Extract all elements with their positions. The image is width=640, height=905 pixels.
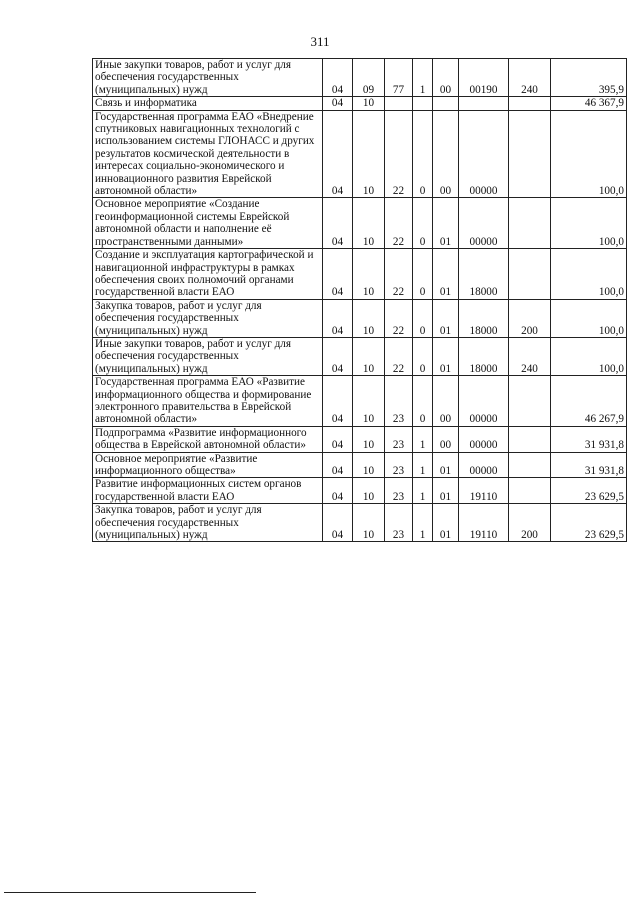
event-code: 01: [433, 478, 459, 504]
subsection-code: 10: [353, 299, 385, 337]
event-code: 01: [433, 249, 459, 300]
direction-code: 18000: [459, 299, 509, 337]
amount: 395,9: [551, 59, 627, 97]
expense-type-code: 240: [509, 59, 551, 97]
subsection-code: 10: [353, 249, 385, 300]
row-name: Развитие информационных систем органов государственной власти ЕАО: [93, 478, 323, 504]
program-code: 23: [385, 504, 413, 542]
program-code: 23: [385, 426, 413, 452]
subsection-code: 10: [353, 198, 385, 249]
program-code: 77: [385, 59, 413, 97]
expense-type-code: 200: [509, 504, 551, 542]
amount: 23 629,5: [551, 478, 627, 504]
expense-type-code: [509, 97, 551, 110]
section-code: 04: [323, 426, 353, 452]
table-row: [93, 504, 627, 542]
event-code: 00: [433, 59, 459, 97]
section-code: 04: [323, 376, 353, 427]
table-row: [93, 337, 627, 375]
subsection-code: 09: [353, 59, 385, 97]
section-code: 04: [323, 198, 353, 249]
program-code: 23: [385, 376, 413, 427]
row-name: Основное мероприятие «Создание геоинформационной системы Еврейской автономной области и наполнение её пространственными данными»: [93, 198, 323, 249]
event-code: 01: [433, 504, 459, 542]
amount: 100,0: [551, 110, 627, 198]
budget-table: [92, 58, 627, 542]
expense-type-code: [509, 452, 551, 478]
table-row: [93, 249, 627, 300]
direction-code: 18000: [459, 249, 509, 300]
amount: 100,0: [551, 249, 627, 300]
amount: 46 267,9: [551, 376, 627, 427]
direction-code: 18000: [459, 337, 509, 375]
table-row: [93, 110, 627, 198]
amount: 23 629,5: [551, 504, 627, 542]
row-name: Создание и эксплуатация картографической и навигационной инфраструктуры в рамках обеспечения своих полномочий органами государственной власти ЕАО: [93, 249, 323, 300]
subsection-code: 10: [353, 110, 385, 198]
table-row: [93, 452, 627, 478]
event-code: 00: [433, 110, 459, 198]
subsection-code: 10: [353, 504, 385, 542]
footnote-separator: [4, 892, 256, 893]
subsection-code: 10: [353, 426, 385, 452]
subprogram-code: 0: [413, 337, 433, 375]
program-code: 23: [385, 478, 413, 504]
row-name: Иные закупки товаров, работ и услуг для обеспечения государственных (муниципальных) нужд: [93, 59, 323, 97]
table-row: [93, 478, 627, 504]
amount: 31 931,8: [551, 426, 627, 452]
direction-code: 00000: [459, 110, 509, 198]
subprogram-code: 1: [413, 59, 433, 97]
table-row: [93, 198, 627, 249]
expense-type-code: [509, 110, 551, 198]
row-name: Подпрограмма «Развитие информационного общества в Еврейской автономной области»: [93, 426, 323, 452]
row-name: Иные закупки товаров, работ и услуг для обеспечения государственных (муниципальных) нужд: [93, 337, 323, 375]
table-row: [93, 376, 627, 427]
subsection-code: 10: [353, 376, 385, 427]
program-code: [385, 97, 413, 110]
amount: 46 367,9: [551, 97, 627, 110]
event-code: 01: [433, 337, 459, 375]
expense-type-code: [509, 198, 551, 249]
amount: 100,0: [551, 299, 627, 337]
direction-code: 00000: [459, 452, 509, 478]
program-code: 22: [385, 299, 413, 337]
program-code: 22: [385, 110, 413, 198]
direction-code: 19110: [459, 504, 509, 542]
table-row: [93, 97, 627, 110]
amount: 31 931,8: [551, 452, 627, 478]
section-code: 04: [323, 97, 353, 110]
section-code: 04: [323, 337, 353, 375]
section-code: 04: [323, 452, 353, 478]
direction-code: [459, 97, 509, 110]
direction-code: 00000: [459, 198, 509, 249]
expense-type-code: [509, 376, 551, 427]
section-code: 04: [323, 478, 353, 504]
section-code: 04: [323, 59, 353, 97]
subsection-code: 10: [353, 452, 385, 478]
subsection-code: 10: [353, 97, 385, 110]
direction-code: 00190: [459, 59, 509, 97]
event-code: 01: [433, 299, 459, 337]
row-name: Основное мероприятие «Развитие информационного общества»: [93, 452, 323, 478]
subprogram-code: [413, 97, 433, 110]
event-code: [433, 97, 459, 110]
amount: 100,0: [551, 198, 627, 249]
subsection-code: 10: [353, 337, 385, 375]
row-name: Государственная программа ЕАО «Внедрение спутниковых навигационных технологий с использованием системы ГЛОНАСС и других результатов космической деятельности в интересах социально-экономического и инновационного развития Еврейской автономной области»: [93, 110, 323, 198]
direction-code: 00000: [459, 426, 509, 452]
row-name: Закупка товаров, работ и услуг для обеспечения государственных (муниципальных) нужд: [93, 299, 323, 337]
subprogram-code: 1: [413, 452, 433, 478]
program-code: 23: [385, 452, 413, 478]
direction-code: 00000: [459, 376, 509, 427]
event-code: 00: [433, 376, 459, 427]
section-code: 04: [323, 299, 353, 337]
subprogram-code: 1: [413, 504, 433, 542]
program-code: 22: [385, 198, 413, 249]
table-row: [93, 299, 627, 337]
expense-type-code: [509, 478, 551, 504]
section-code: 04: [323, 504, 353, 542]
row-name: Государственная программа ЕАО «Развитие информационного общества и формирование электронного правительства в Еврейской автономной области»: [93, 376, 323, 427]
subprogram-code: 0: [413, 198, 433, 249]
section-code: 04: [323, 110, 353, 198]
subprogram-code: 1: [413, 426, 433, 452]
expense-type-code: 200: [509, 299, 551, 337]
subprogram-code: 0: [413, 249, 433, 300]
row-name: Связь и информатика: [93, 97, 323, 110]
expense-type-code: [509, 426, 551, 452]
table-row: [93, 59, 627, 97]
event-code: 00: [433, 426, 459, 452]
page-number: 311: [310, 34, 330, 49]
program-code: 22: [385, 249, 413, 300]
subprogram-code: 0: [413, 299, 433, 337]
subsection-code: 10: [353, 478, 385, 504]
subprogram-code: 0: [413, 376, 433, 427]
table-row: [93, 426, 627, 452]
direction-code: 19110: [459, 478, 509, 504]
event-code: 01: [433, 452, 459, 478]
program-code: 22: [385, 337, 413, 375]
subprogram-code: 0: [413, 110, 433, 198]
row-name: Закупка товаров, работ и услуг для обеспечения государственных (муниципальных) нужд: [93, 504, 323, 542]
event-code: 01: [433, 198, 459, 249]
expense-type-code: [509, 249, 551, 300]
subprogram-code: 1: [413, 478, 433, 504]
section-code: 04: [323, 249, 353, 300]
expense-type-code: 240: [509, 337, 551, 375]
amount: 100,0: [551, 337, 627, 375]
